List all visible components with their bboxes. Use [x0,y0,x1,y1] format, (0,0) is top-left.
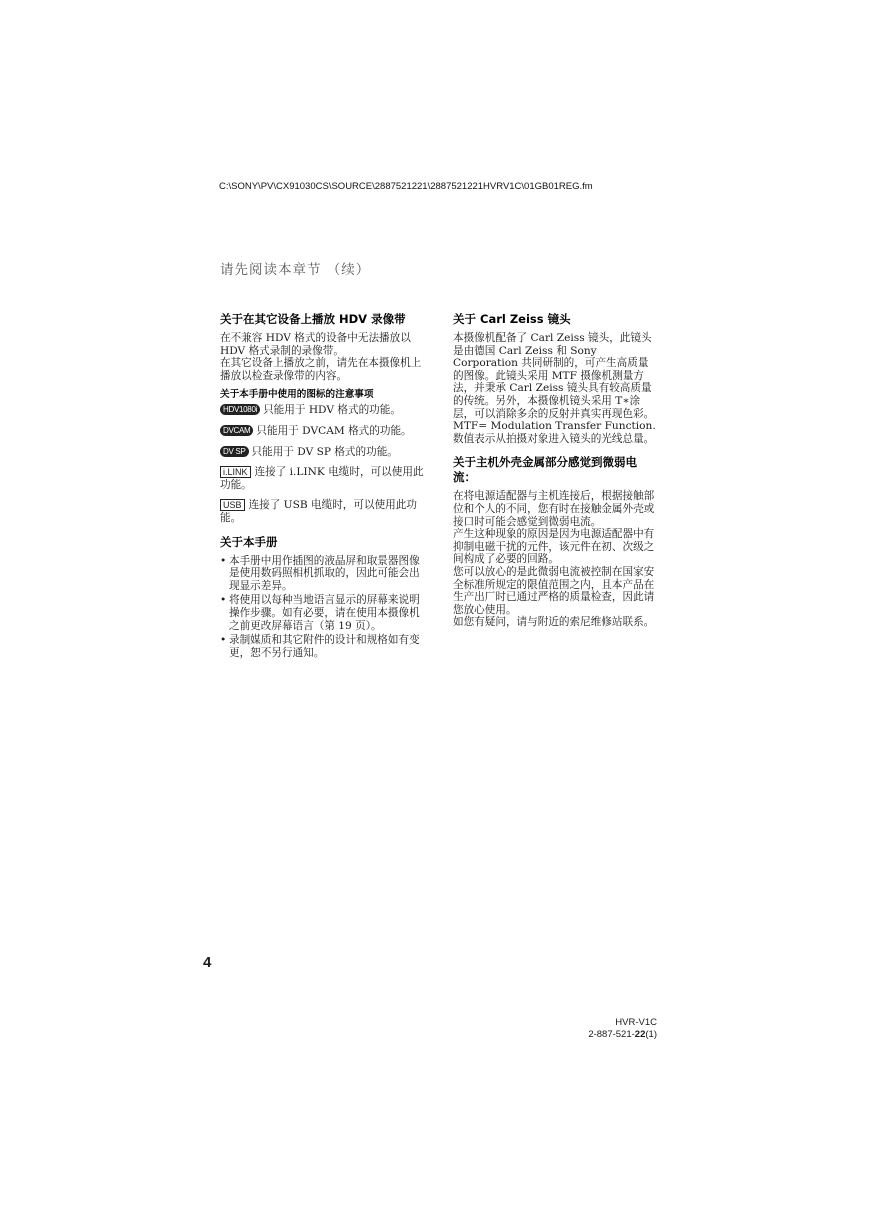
usb-icon: USB [220,499,245,511]
icon-note-ilink-text: 连接了 i.LINK 电缆时，可以使用此功能。 [220,466,424,491]
manual-list [220,555,428,660]
icon-note-dvsp [220,446,428,459]
current-paragraph-4: 如您有疑问，请与附近的索尼维修站联系。 [453,616,655,629]
dvsp-icon: DV SP [220,446,249,457]
bullet: • [220,634,227,647]
model-code-prefix: 2-887-521- [588,1029,635,1040]
icons-heading: 关于本手册中使用的图标的注意事项 [220,389,374,401]
model-info [588,1017,657,1041]
bullet: • [220,594,227,607]
icon-note-dvsp-text: 只能用于 DV SP 格式的功能。 [251,445,398,458]
dvcam-icon: DVCAM [220,425,253,436]
left-column [220,312,428,661]
current-heading: 关于主机外壳金属部分感觉到微弱电流： [453,455,637,485]
icon-note-dvcam [220,425,428,438]
model-code-suffix: (1) [645,1029,657,1040]
hdv-paragraph-1: 在不兼容 HDV 格式的设备中无法播放以 HDV 格式录制的录像带。 [220,332,411,357]
manual-heading: 关于本手册 [220,534,278,549]
model-code-bold: 22 [634,1029,646,1040]
bullet: • [220,554,227,567]
icon-note-usb-text: 连接了 USB 电缆时，可以使用此功能。 [220,499,417,524]
zeiss-paragraph-1: 本摄像机配备了 Carl Zeiss 镜头，此镜头是由德国 Carl Zeiss 和 Sony Corporation 共同研制的，可产生高质量的图像。此镜头采用 MTF 摄像机测量方法，并秉承 Carl Zeiss 镜头具有较高质量的传统。另外，本摄像机镜头采用 T∗涂层，可以消除多余的反射并真实再现色彩。 [453,332,655,420]
icon-note-hdv-text: 只能用于 HDV 格式的功能。 [263,404,401,417]
icon-note-dvcam-text: 只能用于 DVCAM 格式的功能。 [256,424,412,437]
hdv-paragraph-2: 在其它设备上播放之前，请先在本摄像机上播放以检查录像带的内容。 [220,357,422,382]
ilink-icon: i.LINK [220,466,251,478]
hdv-heading: 关于在其它设备上播放 HDV 录像带 [220,312,406,326]
list-item-text: 录制媒质和其它附件的设计和规格如有变更，恕不另行通知。 [229,634,420,659]
list-item [220,555,428,593]
current-paragraph-2: 产生这种现象的原因是因为电源适配器中有抑制电磁干扰的元件，该元件在初、次级之间构成了必要的回路。 [453,528,655,566]
model-name: HVR-V1C [615,1017,657,1028]
icon-note-ilink [220,466,428,491]
list-item-text: 将使用以每种当地语言显示的屏幕来说明操作步骤。如有必要，请在使用本摄像机之前更改屏幕语言（第 19 页）。 [229,594,420,632]
model-code [588,1029,657,1041]
list-item-text: 本手册中用作插图的液晶屏和取景器图像是使用数码照相机抓取的，因此可能会出现显示差异。 [229,554,420,592]
zeiss-heading: 关于 Carl Zeiss 镜头 [453,312,571,326]
current-paragraph-3: 您可以放心的是此微弱电流被控制在国家安全标准所规定的限值范围之内，且本产品在生产出厂时已通过严格的质量检查，因此请您放心使用。 [453,565,655,616]
zeiss-paragraph-2: MTF= Modulation Transfer Function. 数值表示从拍摄对象进入镜头的光线总量。 [453,420,656,445]
file-path: C:\SONY\PV\CX91030CS\SOURCE\2887521221\2887521221HVRV1C\01GB01REG.fm [219,181,593,192]
section-title: 请先阅读本章节 （续） [220,262,371,278]
current-paragraph-1: 在将电源适配器与主机连接后，根据接触部位和个人的不同，您有时在接触金属外壳或接口时可能会感觉到微弱电流。 [453,490,655,528]
list-item [220,634,428,659]
page-number: 4 [203,954,212,971]
hdv1080i-icon: HDV1080i [220,404,260,415]
icon-note-usb [220,499,428,524]
right-column [453,312,658,629]
list-item [220,594,428,632]
icon-note-hdv [220,404,428,417]
